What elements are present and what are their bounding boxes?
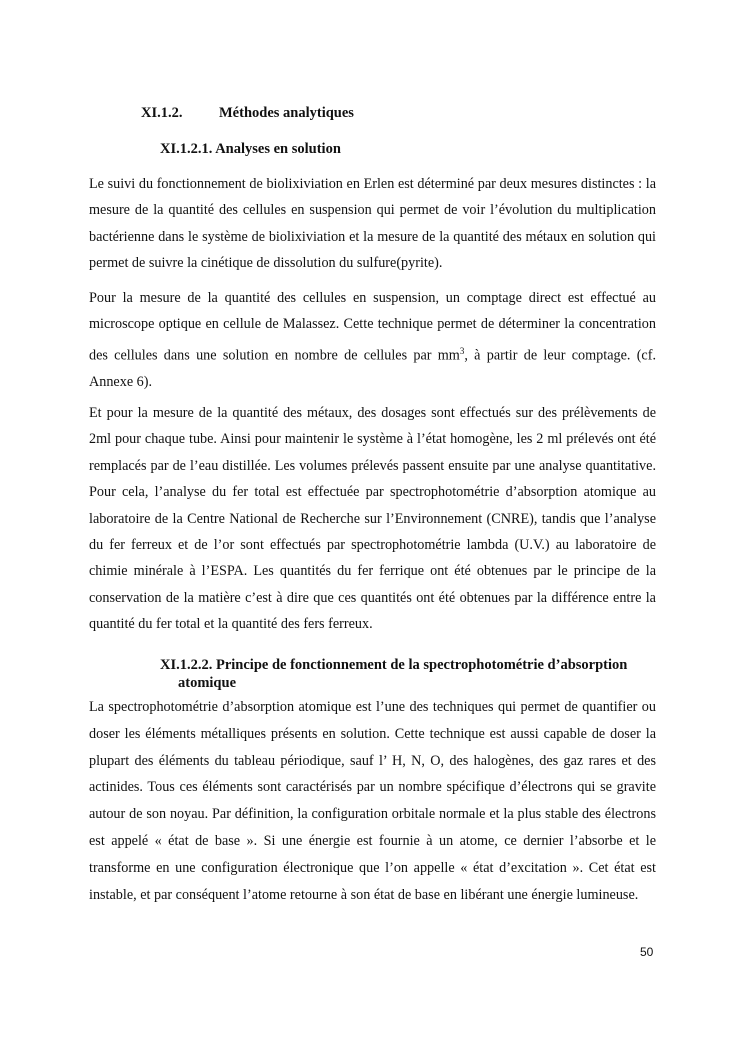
paragraph-metaux: Et pour la mesure de la quantité des métaux, des dosages sont effectués sur des prélèvements de 2ml pour chaque tube. Ainsi pour maintenir le système à l’état homogène, les 2 ml prélevés ont été remplacés par de l’eau distillée. Les volumes prélevés passent ensuite par une analyse quantitative. Pour cela, l’analyse du fer total est effectuée par spectrophotométrie d’absorption atomique au laboratoire de la Centre National de Recherche sur l’Environnement (CNRE), tandis que l’analyse du fer ferreux et de l’or sont effectués par spectrophotométrie lambda (U.V.) au laboratoire de chimie minérale à l’ESPA. Les quantités du fer ferrique ont été obtenues par le principe de la conservation de la matière c’est à dire que ces quantités ont été obtenues par la différence entre la quantité du fer total et la quantité des fers ferreux.: [89, 405, 656, 633]
section-heading: [141, 105, 354, 122]
subsection-heading-principe: [160, 656, 660, 692]
subsection-heading-analyses: XI.1.2.1. Analyses en solution: [160, 141, 341, 157]
paragraph-cellules: [89, 285, 656, 395]
page-number: 50: [640, 945, 654, 959]
subsection-heading-principe-line1: XI.1.2.2. Principe de fonctionnement de la spectrophotométrie d’absorption: [160, 657, 628, 673]
paragraph-suivi: Le suivi du fonctionnement de biolixiviation en Erlen est déterminé par deux mesures distinctes : la mesure de la quantité des cellules en suspension qui permet de voir l’évolution du multiplication bactérienne dans le système de biolixiviation et la mesure de la quantité des métaux en solution qui permet de suivre la cinétique de dissolution du sulfure(pyrite).: [89, 176, 656, 272]
section-title: Méthodes analytiques: [219, 105, 354, 121]
section-number: XI.1.2.: [141, 105, 183, 121]
paragraph-spectrophotometrie: La spectrophotométrie d’absorption atomique est l’une des techniques qui permet de quantifier ou doser les éléments métalliques présents en solution. Cette technique est aussi capable de doser la plupart des éléments du tableau périodique, sauf l’ H, N, O, des halogènes, des gaz rares et des actinides. Tous ces éléments sont caractérisés par un nombre spécifique d’électrons qui se gravite autour de son noyau. Par définition, la configuration orbitale normale et la plus stable des électrons est appelé « état de base ». Si une énergie est fournie à un atome, ce dernier l’absorbe et le transforme en une configuration électronique que l’on appelle « état d’excitation ». Cet état est instable, et par conséquent l’atome retourne à son état de base en libérant une énergie lumineuse.: [89, 699, 656, 903]
unit-superscript: 3: [459, 345, 465, 356]
paragraph-cellules-end: , à partir de leur comptage. (cf. Annexe 6).: [89, 347, 656, 390]
subsection-heading-principe-line2: atomique: [178, 675, 236, 691]
paragraph-cellules-text: Pour la mesure de la quantité des cellules en suspension, un comptage direct est effectué au microscope optique en cellule de Malassez. Cette technique permet de déterminer la concentration des cellules dans une solution en nombre de cellules par mm: [89, 290, 656, 364]
